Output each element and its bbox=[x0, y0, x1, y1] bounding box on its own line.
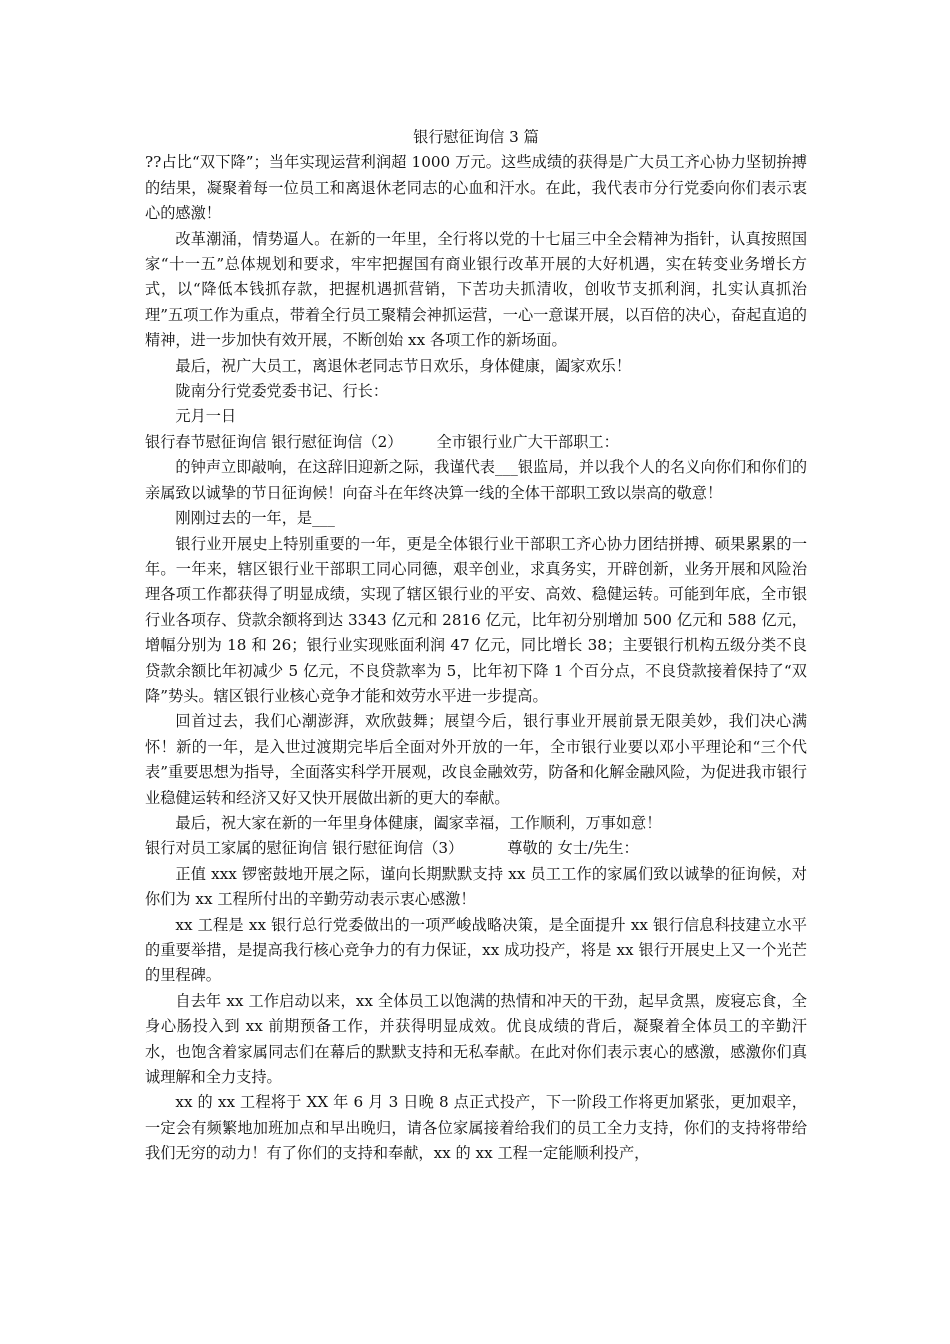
paragraph: 最后，祝广大员工，离退休老同志节日欢乐，身体健康，阖家欢乐！ bbox=[175, 356, 632, 375]
section-2-title: 银行春节慰征询信 银行慰征询信（2） bbox=[145, 432, 403, 451]
section-3-heading bbox=[145, 836, 807, 861]
section-3-title: 银行对员工家属的慰征询信 银行慰征询信（3） bbox=[145, 839, 464, 858]
document-title: 银行慰征询信 3 篇 bbox=[413, 128, 539, 146]
paragraph: 回首过去，我们心潮澎湃，欢欣鼓舞；展望今后，银行事业开展前景无限美妙，我们决心满怀！新的一年，是入世过渡期完毕后全面对外开放的一年，全市银行业要以邓小平理论和“三个代表”重要思想为指导，全面落实科学开展观，改良金融效劳，防备和化解金融风险，为促进我市银行业稳健运转和经济又好又快开展做出新的更大的奉献。 bbox=[145, 712, 807, 807]
paragraph: 自去年 xx 工作启动以来，xx 全体员工以饱满的热情和冲天的干劲，起早贪黑，废寝忘食，全身心肠投入到 xx 前期预备工作，并获得明显成效。优良成绩的背后，凝聚着全体员工的辛勤汗水，也饱含着家属同志们在幕后的默默支持和无私奉献。在此对你们表示衷心的感激，感激你们真诚理解和全力支持。 bbox=[145, 991, 807, 1087]
paragraph: 银行业开展史上特别重要的一年，更是全体银行业干部职工齐心协力团结拼搏、硕果累累的一年。一年来，辖区银行业干部职工同心同德，艰辛创业，求真务实，开辟创新，业务开展和风险治理各项工作都获得了明显成绩，实现了辖区银行业的平安、高效、稳健运转。可能到年底，全市银行业各项存、贷款余额将到达 3343 亿元和 2816 亿元，比年初分别增加 500 亿元和 588 亿元，增幅分别为 18 和 26；银行业实现账面利润 47 亿元，同比增长 38；主要银行机构五级分类不良贷款余额比年初减少 5 亿元，不良贷款率为 5，比年初下降 1 个百分点，不良贷款接着保持了“双降”势头。辖区银行业核心竞争才能和效劳水平进一步提高。 bbox=[145, 534, 807, 705]
paragraph: 正值 xxx 锣密鼓地开展之际，谨向长期默默支持 xx 员工工作的家属们致以诚挚的征询候，对你们为 xx 工程所付出的辛勤劳动表示衷心感激！ bbox=[145, 864, 807, 909]
date-line: 元月一日 bbox=[175, 407, 237, 426]
paragraph: xx 工程是 xx 银行总行党委做出的一项严峻战略决策，是全面提升 xx 银行信息科技建立水平的重要举措，是提高我行核心竞争力的有力保证，xx 成功投产，将是 xx 银行开展史上又一个光芒的里程碑。 bbox=[145, 915, 807, 985]
document-body bbox=[145, 125, 807, 1167]
paragraph: xx 的 xx 工程将于 XX 年 6 月 3 日晚 8 点正式投产，下一阶段工作将更加紧张，更加艰辛，一定会有频繁地加班加点和早出晚归，请各位家属接着给我们的员工全力支持，你们的支持将带给我们无穷的动力！有了你们的支持和奉献，xx 的 xx 工程一定能顺利投产， bbox=[145, 1093, 807, 1163]
section-2-salutation: 全市银行业广大干部职工： bbox=[436, 432, 619, 451]
signature-line: 陇南分行党委党委书记、行长： bbox=[175, 382, 389, 401]
paragraph: 最后，祝大家在新的一年里身体健康，阖家幸福，工作顺利，万事如意！ bbox=[175, 813, 662, 832]
paragraph: 刚刚过去的一年，是___ bbox=[175, 509, 335, 528]
section-3-salutation: 尊敬的 女士/先生： bbox=[507, 839, 639, 858]
section-2-heading bbox=[145, 430, 807, 455]
paragraph: 改革潮涌，情势逼人。在新的一年里，全行将以党的十七届三中全会精神为指针，认真按照国家“十一五”总体规划和要求，牢牢把握国有商业银行改革开展的大好机遇，实在转变业务增长方式，以“降低本钱抓存款，把握机遇抓营销，下苦功夫抓清收，创收节支抓利润，扎实认真抓治理”五项工作为重点，带着全行员工聚精会神抓运营，一心一意谋开展，以百倍的决心，奋起直追的精神，进一步加快有效开展，不断创始 xx 各项工作的新场面。 bbox=[145, 229, 807, 350]
paragraph: ??占比“双下降”；当年实现运营利润超 1000 万元。这些成绩的获得是广大员工齐心协力坚韧拚搏的结果，凝聚着每一位员工和离退休老同志的心血和汗水。在此，我代表市分行党委向你们表示衷心的感激！ bbox=[145, 153, 807, 223]
paragraph: 的钟声立即敲响，在这辞旧迎新之际，我谨代表___银监局，并以我个人的名义向你们和你们的亲属致以诚挚的节日征询候！向奋斗在年终决算一线的全体干部职工致以崇高的敬意！ bbox=[145, 458, 807, 502]
